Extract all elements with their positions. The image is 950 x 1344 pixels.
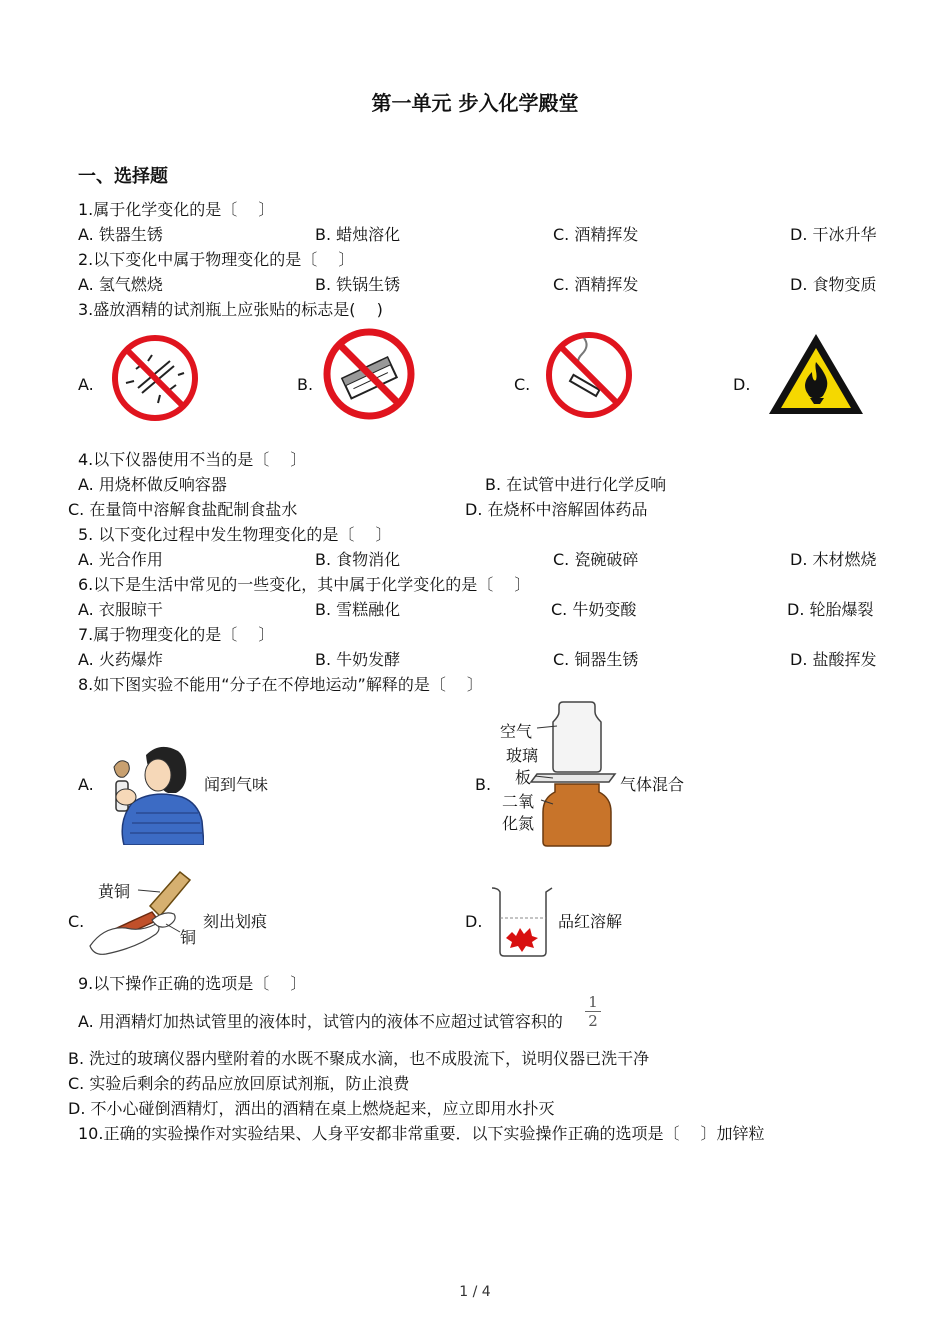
question-2-option-c: C. 酒精挥发 — [553, 275, 639, 294]
question-6-stem: 6.以下是生活中常见的一些变化，其中属于化学变化的是〔 〕 — [78, 575, 531, 594]
question-1-option-c: C. 酒精挥发 — [553, 225, 639, 244]
question-3-option-b: B. — [297, 375, 314, 394]
question-3-stem: 3.盛放酒精的试剂瓶上应张贴的标志是( ) — [78, 300, 383, 319]
question-2-option-d: D. 食物变质 — [790, 275, 877, 294]
question-8-label-glass-2: 板 — [515, 768, 532, 787]
question-4-stem: 4.以下仪器使用不当的是〔 〕 — [78, 450, 307, 469]
question-8-option-a-caption: 闻到气味 — [204, 775, 269, 794]
fraction-one-half — [583, 994, 603, 1029]
question-8-label-no2-2: 化氮 — [502, 814, 535, 833]
question-8-option-c-caption: 刻出划痕 — [203, 912, 268, 931]
question-3-option-c: C. — [514, 375, 531, 394]
question-4-option-b: B. 在试管中进行化学反响 — [485, 475, 667, 494]
question-7-option-b: B. 牛奶发酵 — [315, 650, 401, 669]
question-8-option-c: C. — [68, 912, 85, 931]
question-5-option-b: B. 食物消化 — [315, 550, 401, 569]
question-4-option-c: C. 在量筒中溶解食盐配制食盐水 — [68, 500, 298, 519]
page-title: 第一单元 步入化学殿堂 — [371, 91, 579, 115]
question-8-label-no2-1: 二氧 — [502, 792, 535, 811]
fraction-denominator: 2 — [588, 1012, 598, 1030]
question-7-option-d: D. 盐酸挥发 — [790, 650, 877, 669]
question-4-option-d: D. 在烧杯中溶解固体药品 — [465, 500, 648, 519]
question-5-stem: 5. 以下变化过程中发生物理变化的是〔 〕 — [78, 525, 392, 544]
question-8-option-b: B. — [475, 775, 492, 794]
question-2-option-b: B. 铁锅生锈 — [315, 275, 401, 294]
question-6-option-c: C. 牛奶变酸 — [551, 600, 637, 619]
question-8-option-b-caption: 气体混合 — [620, 775, 685, 794]
question-8-label-brass: 黄铜 — [98, 882, 131, 901]
question-7-option-a: A. 火药爆炸 — [78, 650, 163, 669]
flammable-warning-sign-icon — [766, 330, 866, 418]
question-1-option-b: B. 蜡烛溶化 — [315, 225, 401, 244]
question-2-stem: 2.以下变化中属于物理变化的是〔 〕 — [78, 250, 355, 269]
question-7-option-c: C. 铜器生锈 — [553, 650, 639, 669]
beaker-dye-illustration — [488, 884, 558, 960]
question-1-option-a: A. 铁器生锈 — [78, 225, 163, 244]
question-8-stem: 8.如下图实验不能用“分子在不停地运动”解释的是〔 〕 — [78, 675, 483, 694]
question-6-option-a: A. 衣服晾干 — [78, 600, 163, 619]
question-9-option-b: B. 洗过的玻璃仪器内壁附着的水既不聚成水滴，也不成股流下，说明仪器已洗干净 — [68, 1049, 650, 1068]
question-1-option-d: D. 干冰升华 — [790, 225, 877, 244]
question-9-option-a: A. 用酒精灯加热试管里的液体时，试管内的液体不应超过试管容积的 — [78, 1012, 563, 1031]
question-6-option-d: D. 轮胎爆裂 — [787, 600, 874, 619]
question-8-label-copper: 铜 — [180, 928, 197, 947]
question-10-stem: 10.正确的实验操作对实验结果、人身平安都非常重要．以下实验操作正确的选项是〔 〕加锌粒 — [78, 1124, 765, 1143]
no-matches-sign-icon — [320, 327, 418, 421]
fraction-numerator: 1 — [588, 993, 598, 1011]
question-8-option-d-caption: 品红溶解 — [558, 912, 623, 931]
question-8-option-d: D. — [465, 912, 483, 931]
question-2-option-a: A. 氢气燃烧 — [78, 275, 163, 294]
question-3-option-a: A. — [78, 375, 94, 394]
question-9-option-d: D. 不小心碰倒酒精灯，洒出的酒精在桌上燃烧起来，应立即用水扑灭 — [68, 1099, 555, 1118]
question-6-option-b: B. 雪糕融化 — [315, 600, 401, 619]
question-4-option-a: A. 用烧杯做反响容器 — [78, 475, 227, 494]
question-5-option-a: A. 光合作用 — [78, 550, 163, 569]
page-number: 1 / 4 — [459, 1284, 491, 1300]
question-3-option-d: D. — [733, 375, 751, 394]
question-5-option-d: D. 木材燃烧 — [790, 550, 877, 569]
question-8-label-air: 空气 — [500, 722, 533, 741]
no-smoking-sign-icon — [542, 330, 636, 420]
section-heading: 一、选择题 — [78, 166, 168, 187]
question-8-option-a: A. — [78, 775, 94, 794]
smelling-person-illustration — [102, 733, 204, 845]
question-5-option-c: C. 瓷碗破碎 — [553, 550, 639, 569]
question-8-label-glass-1: 玻璃 — [506, 746, 539, 765]
no-explosives-sign-icon — [108, 333, 202, 423]
question-7-stem: 7.属于物理变化的是〔 〕 — [78, 625, 275, 644]
question-9-stem: 9.以下操作正确的选项是〔 〕 — [78, 974, 307, 993]
question-9-option-c: C. 实验后剩余的药品应放回原试剂瓶，防止浪费 — [68, 1074, 410, 1093]
question-1-stem: 1.属于化学变化的是〔 〕 — [78, 200, 275, 219]
